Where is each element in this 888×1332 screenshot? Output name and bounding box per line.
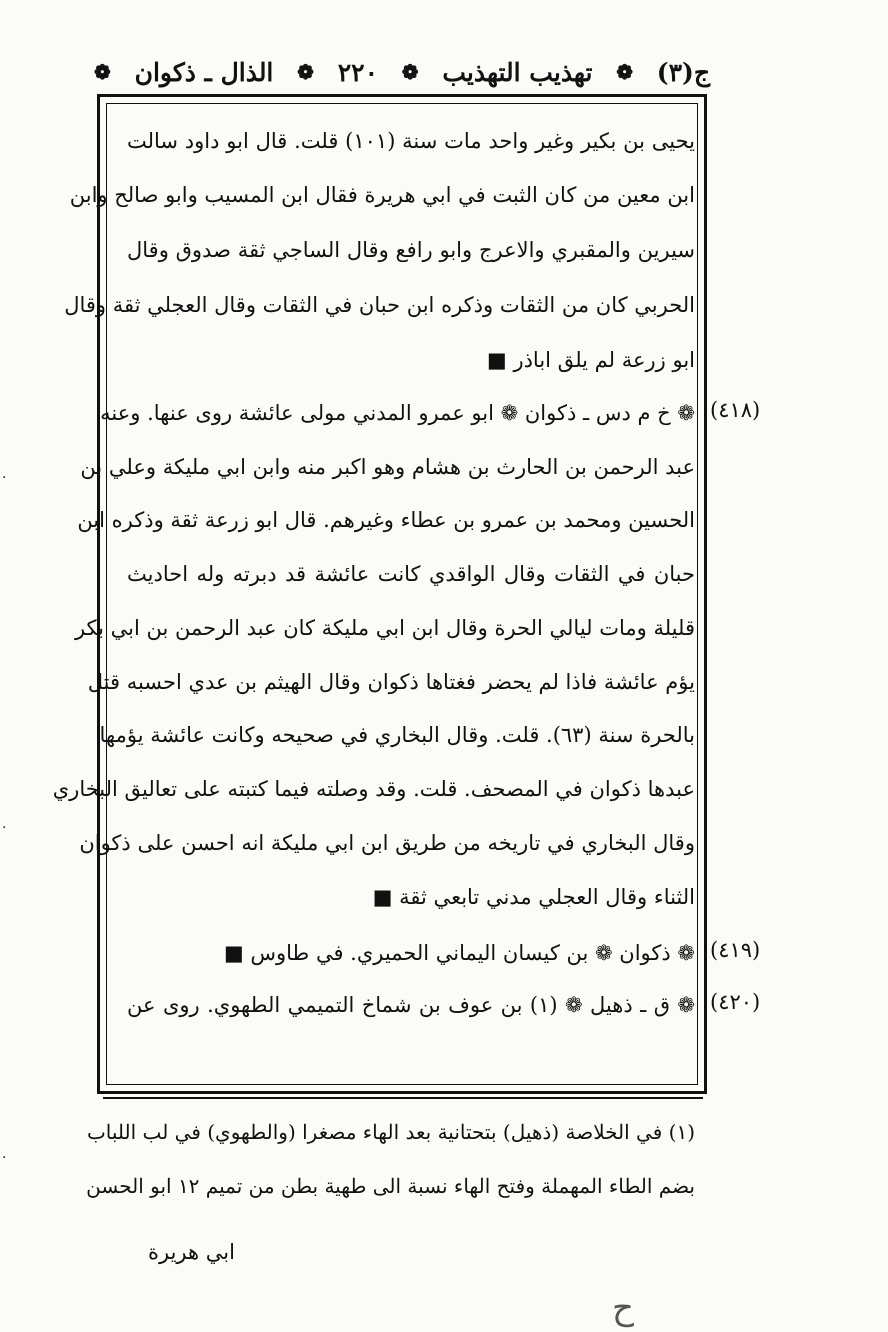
header-section: الذال ـ ذكوان: [134, 57, 274, 87]
text-line: وقال البخاري في تاريخه من طريق ابن ابي مليكة انه احسن على ذكوان: [79, 831, 695, 855]
text-line: بالحرة سنة (٦٣). قلت. وقال البخاري في صحيحه وكانت عائشة يؤمها: [99, 723, 695, 747]
page-header: [90, 52, 710, 92]
margin-speck: ·: [2, 1150, 7, 1166]
text-line: يؤم عائشة فاذا لم يحضر فغتاها ذكوان وقال الهيثم بن عدي احسبه قتل: [87, 670, 695, 694]
text-line: ❁ ذكوان ❁ بن كيسان اليماني الحميري. في طاوس ■: [223, 941, 695, 965]
entry-number-420: (٤٢٠): [710, 990, 761, 1014]
ornament-icon: ❁: [94, 60, 111, 84]
text-line: الثناء وقال العجلي مدني تابعي ثقة ■: [372, 885, 695, 909]
ornament-icon: ❁: [401, 60, 419, 84]
header-page-number: ٢٢٠: [337, 57, 379, 87]
text-line: ❁ خ م دس ـ ذكوان ❁ ابو عمرو المدني مولى عائشة روى عنها. وعنه: [100, 401, 695, 425]
footnote-line: بضم الطاء المهملة وفتح الهاء نسبة الى طهية بطن من تميم ١٢ ابو الحسن: [86, 1174, 695, 1198]
ornament-icon: ❁: [616, 60, 633, 84]
text-line: الحسين ومحمد بن عمرو بن عطاء وغيرهم. قال ابو زرعة ثقة وذكره ابن: [77, 508, 695, 532]
margin-speck: ·: [2, 820, 7, 836]
text-line: يحيى بن بكير وغير واحد مات سنة (١٠١) قلت. قال ابو داود سالت: [127, 129, 695, 153]
header-book-title: تهذيب التهذيب: [442, 57, 593, 87]
margin-speck: ·: [2, 470, 7, 486]
entry-number-418: (٤١٨): [710, 398, 761, 422]
text-line: سيرين والمقبري والاعرج وابو رافع وقال الساجي ثقة صدوق وقال: [127, 238, 695, 262]
pen-mark: ح: [612, 1288, 634, 1328]
text-line: الحربي كان من الثقات وذكره ابن حبان في الثقات وقال العجلي ثقة وقال: [64, 293, 695, 317]
footnote-divider: [103, 1097, 703, 1099]
text-line: ❁ ق ـ ذهيل ❁ (١) بن عوف بن شماخ التميمي الطهوي. روى عن: [127, 993, 696, 1017]
text-line: عبدها ذكوان في المصحف. قلت. وقد وصلته فيما كتبته على تعاليق البخاري: [52, 777, 695, 801]
text-line: حبان في الثقات وقال الواقدي كانت عائشة قد دبرته وله احاديث: [127, 562, 695, 586]
ornament-icon: ❁: [297, 60, 314, 84]
entry-number-419: (٤١٩): [710, 938, 761, 962]
footnote-line: (١) في الخلاصة (ذهيل) بتحتانية بعد الهاء مصغرا (والطهوي) في لب اللباب: [86, 1120, 695, 1144]
text-line: قليلة ومات ليالي الحرة وقال ابن ابي مليكة كان عبد الرحمن بن ابي بكر: [74, 616, 695, 640]
header-volume: ج(٣): [656, 57, 710, 87]
text-line: ابو زرعة لم يلق اباذر ■: [486, 348, 695, 372]
text-line: عبد الرحمن بن الحارث بن هشام وهو اكبر منه وابن ابي مليكة وعلي بن: [80, 455, 695, 479]
text-line: ابن معين من كان الثبت في ابي هريرة فقال ابن المسيب وابو صالح وابن: [69, 183, 695, 207]
catchword: ابي هريرة: [148, 1240, 235, 1264]
